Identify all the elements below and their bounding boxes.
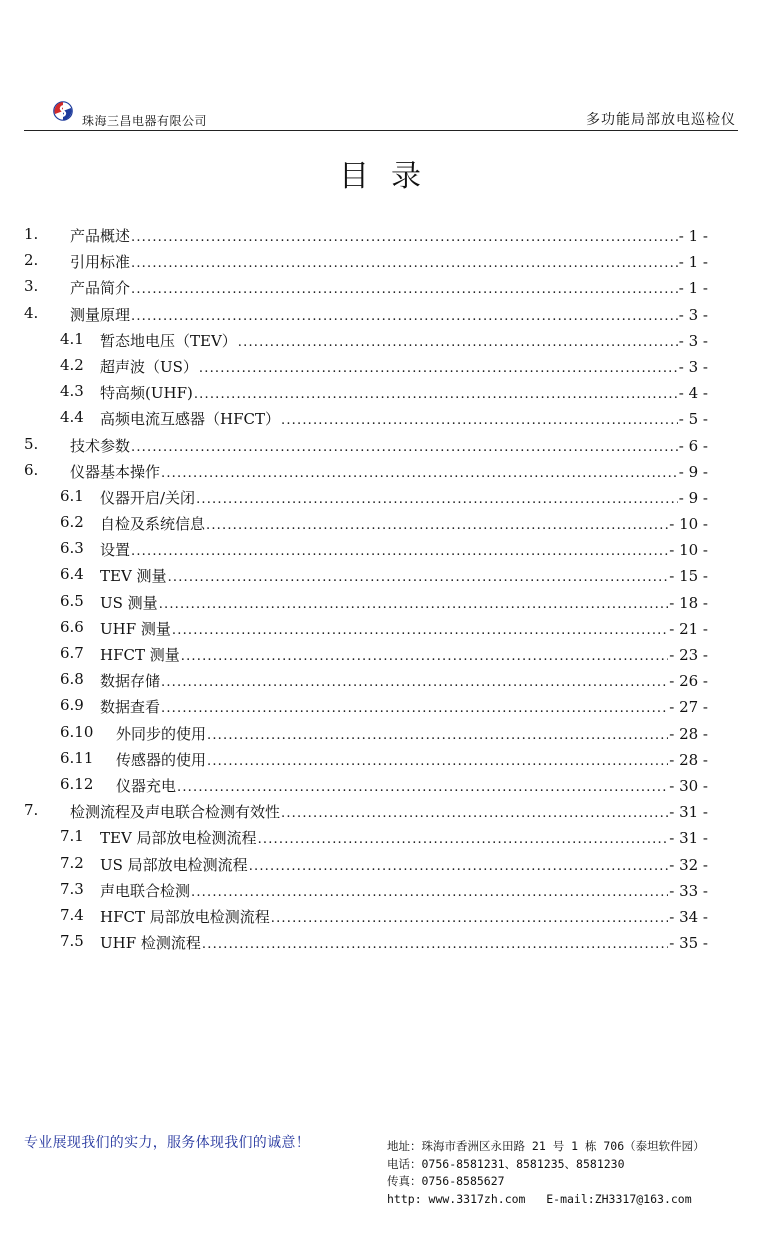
toc-dot-leader [177, 780, 668, 795]
toc-entry-number: 6.5 [60, 591, 84, 610]
toc-entry-line [100, 906, 708, 927]
toc-entry[interactable] [0, 667, 760, 693]
toc-dot-leader [207, 754, 668, 769]
toc-entry-page: - 34 - [669, 907, 708, 926]
toc-dot-leader [271, 911, 668, 926]
toc-entry-number: 4.3 [60, 382, 84, 401]
toc-entry[interactable] [0, 405, 760, 431]
toc-entry-line [100, 565, 708, 586]
toc-entry-page: - 27 - [669, 698, 708, 717]
toc-entry-page: - 21 - [669, 619, 708, 638]
toc-entry-page: - 3 - [678, 357, 708, 376]
toc-entry-label: UHF 检测流程 [100, 934, 201, 953]
toc-entry-number: 7.2 [60, 853, 84, 872]
toc-entry-number: 4.2 [60, 355, 84, 374]
toc-entry-label: 检测流程及声电联合检测有效性 [70, 803, 281, 822]
toc-entry-number: 6.1 [60, 486, 84, 505]
toc-entry-label: 产品简介 [70, 279, 131, 298]
toc-entry[interactable] [0, 929, 760, 955]
footer-slogan: 专业展现我们的实力，服务体现我们的诚意！ [24, 1135, 310, 1151]
toc-entry[interactable] [0, 824, 760, 850]
toc-entry[interactable] [0, 877, 760, 903]
toc-entry-label: UHF 测量 [100, 619, 171, 638]
toc-dot-leader [249, 859, 669, 874]
toc-entry-line [116, 775, 708, 796]
toc-entry-page: - 9 - [678, 462, 708, 481]
toc-entry-page: - 32 - [669, 855, 708, 874]
toc-entry[interactable] [0, 274, 760, 300]
toc-dot-leader [191, 885, 668, 900]
toc-entry-line [70, 461, 708, 482]
toc-entry-line [100, 382, 708, 403]
toc-entry-page: - 6 - [678, 436, 708, 455]
toc-entry-label: TEV 局部放电检测流程 [100, 829, 257, 848]
toc-entry-line [100, 827, 708, 848]
toc-entry-number: 7.4 [60, 905, 84, 924]
toc-entry-line [100, 330, 708, 351]
toc-entry-number: 7. [24, 801, 39, 820]
toc-entry[interactable] [0, 379, 760, 405]
toc-entry-line [100, 408, 708, 429]
toc-entry-label: 引用标准 [70, 253, 131, 272]
toc-entry-line [100, 618, 708, 639]
toc-entry-label: 特高频(UHF) [100, 384, 193, 403]
toc-dot-leader [159, 597, 669, 612]
toc-entry-number: 4.4 [60, 408, 84, 427]
toc-entry-line [70, 225, 708, 246]
toc-entry-label: US 测量 [100, 593, 158, 612]
toc-entry-label: US 局部放电检测流程 [100, 855, 248, 874]
toc-entry-line [100, 592, 708, 613]
toc-entry[interactable] [0, 615, 760, 641]
toc-entry-label: 声电联合检测 [100, 881, 191, 900]
toc-entry-label: 设置 [100, 541, 131, 560]
table-of-contents [0, 222, 760, 955]
toc-entry-label: 仪器基本操作 [70, 462, 161, 481]
toc-entry-number: 6.9 [60, 696, 84, 715]
toc-entry-number: 7.3 [60, 879, 84, 898]
toc-dot-leader [168, 570, 669, 585]
toc-entry[interactable] [0, 641, 760, 667]
toc-entry[interactable] [0, 851, 760, 877]
toc-entry-page: - 3 - [678, 331, 708, 350]
toc-dot-leader [281, 413, 678, 428]
page-header [24, 98, 738, 130]
toc-entry[interactable] [0, 562, 760, 588]
toc-dot-leader [202, 937, 668, 952]
toc-entry[interactable] [0, 301, 760, 327]
toc-entry-page: - 1 - [678, 253, 708, 272]
toc-entry[interactable] [0, 798, 760, 824]
toc-entry-page: - 33 - [669, 881, 708, 900]
footer-phone: 电话：0756-8581231、8581235、8581230 [387, 1156, 625, 1171]
toc-entry-label: 数据查看 [100, 698, 161, 717]
toc-dot-leader [131, 256, 678, 271]
toc-entry-line [100, 880, 708, 901]
toc-entry-label: 仪器开启/关闭 [100, 488, 196, 507]
toc-entry-page: - 28 - [669, 750, 708, 769]
sanchang-logo-icon [53, 101, 73, 121]
toc-entry-page: - 4 - [678, 384, 708, 403]
toc-entry-number: 3. [24, 277, 39, 296]
toc-entry[interactable] [0, 222, 760, 248]
toc-entry-label: 暂态地电压（TEV） [100, 331, 237, 350]
toc-dot-leader [196, 492, 678, 507]
toc-entry-label: 自检及系统信息 [100, 515, 206, 534]
toc-entry-label: 测量原理 [70, 305, 131, 324]
toc-title: 目录 [339, 159, 443, 194]
toc-entry-number: 6.11 [60, 748, 94, 767]
toc-dot-leader [258, 832, 669, 847]
toc-entry-label: 外同步的使用 [116, 724, 207, 743]
toc-entry-page: - 3 - [678, 305, 708, 324]
toc-dot-leader [206, 518, 668, 533]
toc-dot-leader [131, 282, 678, 297]
toc-dot-leader [199, 361, 678, 376]
toc-entry-label: 传感器的使用 [116, 750, 207, 769]
toc-entry-number: 4. [24, 303, 39, 322]
toc-entry-line [70, 435, 708, 456]
toc-entry-number: 6.12 [60, 774, 94, 793]
toc-dot-leader [207, 728, 668, 743]
toc-entry[interactable] [0, 772, 760, 798]
toc-entry[interactable] [0, 484, 760, 510]
toc-entry-label: 产品概述 [70, 227, 131, 245]
toc-entry-number: 6.3 [60, 539, 84, 558]
toc-entry-number: 6.7 [60, 644, 84, 662]
toc-entry-page: - 15 - [669, 567, 708, 586]
toc-entry-line [100, 356, 708, 377]
toc-entry-line [100, 539, 708, 560]
toc-entry-line [116, 749, 708, 770]
toc-entry[interactable] [0, 327, 760, 353]
toc-entry-line [100, 854, 708, 875]
toc-entry-number: 2. [24, 251, 39, 270]
toc-entry-label: 技术参数 [70, 436, 131, 455]
toc-entry-page: - 1 - [678, 227, 708, 245]
toc-entry-label: 数据存储 [100, 672, 161, 691]
toc-entry-label: 仪器充电 [116, 776, 177, 795]
toc-entry-line [100, 696, 708, 717]
toc-entry-page: - 1 - [678, 279, 708, 298]
toc-entry-line [100, 513, 708, 534]
toc-entry-line [70, 801, 708, 822]
toc-entry-line [70, 251, 708, 272]
toc-entry-number: 6.2 [60, 513, 84, 532]
toc-entry-page: - 35 - [669, 934, 708, 953]
toc-entry-line [100, 670, 708, 691]
footer-web-email: http: www.3317zh.com E-mail:ZH3317@163.com [387, 1191, 692, 1206]
toc-entry-line [100, 487, 708, 508]
toc-entry-label: HFCT 局部放电检测流程 [100, 907, 270, 926]
toc-entry-number: 6. [24, 460, 39, 479]
toc-entry-page: - 23 - [669, 646, 708, 664]
footer-address: 地址：珠海市香洲区永田路 21 号 1 栋 706（泰坦软件园） [387, 1139, 705, 1153]
toc-entry-number: 1. [24, 225, 39, 243]
toc-dot-leader [161, 466, 678, 481]
toc-entry-label: TEV 测量 [100, 567, 167, 586]
toc-dot-leader [238, 335, 678, 350]
contact-block [387, 1138, 705, 1208]
toc-entry-page: - 5 - [678, 410, 708, 429]
footer-fax: 传真：0756-8585627 [387, 1174, 505, 1188]
toc-entry-number: 6.10 [60, 722, 94, 741]
toc-entry-page: - 10 - [669, 515, 708, 534]
toc-entry-number: 6.8 [60, 670, 84, 689]
toc-dot-leader [172, 623, 668, 638]
toc-entry-line [100, 932, 708, 953]
toc-entry-number: 6.4 [60, 565, 84, 584]
company-name: 珠海三昌电器有限公司 [82, 114, 208, 128]
toc-entry-number: 4.1 [60, 329, 84, 348]
toc-entry-page: - 10 - [669, 541, 708, 560]
toc-entry-page: - 18 - [669, 593, 708, 612]
header-divider [24, 130, 738, 131]
toc-entry-page: - 31 - [669, 829, 708, 848]
toc-entry[interactable] [0, 248, 760, 274]
toc-entry-line [70, 277, 708, 298]
toc-entry[interactable] [0, 432, 760, 458]
toc-dot-leader [181, 649, 668, 664]
toc-entry-number: 7.1 [60, 827, 84, 846]
toc-entry-line [100, 644, 708, 665]
toc-entry[interactable] [0, 720, 760, 746]
toc-dot-leader [281, 806, 668, 821]
toc-entry[interactable] [0, 353, 760, 379]
toc-entry-page: - 30 - [669, 776, 708, 795]
toc-entry[interactable] [0, 510, 760, 536]
page-footer [0, 1128, 760, 1228]
toc-entry[interactable] [0, 693, 760, 719]
toc-entry-page: - 31 - [669, 803, 708, 822]
toc-entry[interactable] [0, 458, 760, 484]
product-name: 多功能局部放电巡检仪 [586, 112, 736, 128]
toc-entry-page: - 9 - [678, 488, 708, 507]
toc-entry[interactable] [0, 903, 760, 929]
toc-dot-leader [161, 701, 668, 716]
toc-entry-label: HFCT 测量 [100, 646, 180, 664]
toc-dot-leader [131, 309, 678, 324]
toc-dot-leader [131, 544, 668, 559]
toc-entry-page: - 26 - [669, 672, 708, 691]
toc-dot-leader [131, 440, 678, 455]
toc-entry-number: 6.6 [60, 617, 84, 636]
toc-dot-leader [194, 387, 678, 402]
toc-entry-number: 7.5 [60, 932, 84, 951]
toc-entry-line [70, 304, 708, 325]
toc-entry-label: 超声波（US） [100, 357, 198, 376]
toc-entry-label: 高频电流互感器（HFCT） [100, 410, 280, 429]
toc-entry-number: 5. [24, 434, 39, 453]
toc-entry-page: - 28 - [669, 724, 708, 743]
toc-entry-line [116, 723, 708, 744]
toc-dot-leader [161, 675, 668, 690]
toc-dot-leader [131, 230, 678, 245]
toc-entry[interactable] [0, 746, 760, 772]
toc-entry[interactable] [0, 589, 760, 615]
toc-entry[interactable] [0, 536, 760, 562]
